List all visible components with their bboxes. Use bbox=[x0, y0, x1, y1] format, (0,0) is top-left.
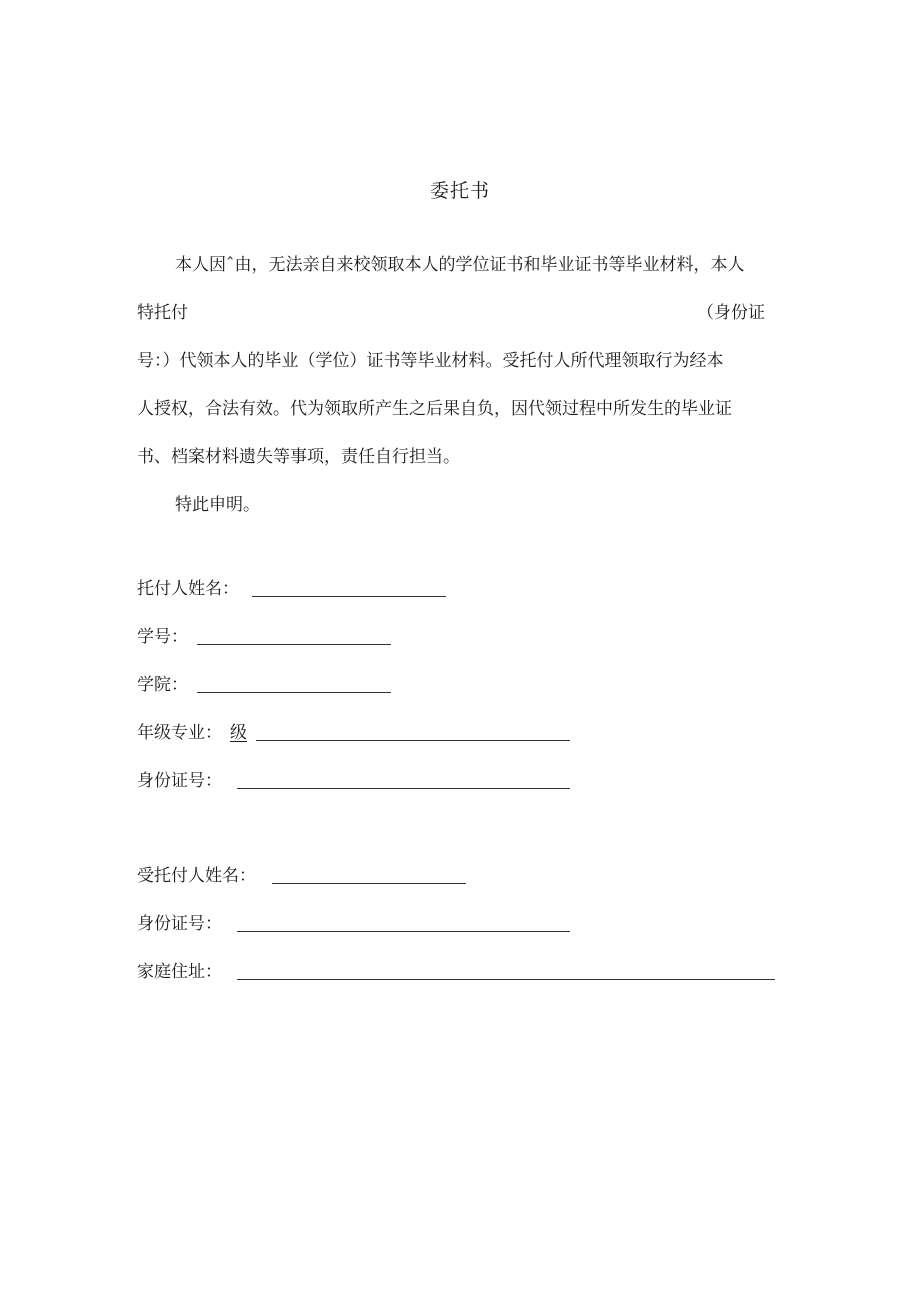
college-blank[interactable] bbox=[197, 692, 391, 693]
agent-id-number-blank[interactable] bbox=[237, 931, 570, 932]
document-title: 委托书 bbox=[429, 180, 490, 202]
agent-id-number-label: 身份证号： bbox=[137, 914, 222, 934]
body-line-2-left: 特托付 bbox=[137, 303, 188, 323]
agent-name-blank[interactable] bbox=[272, 883, 466, 884]
grade-major-label: 年级专业： bbox=[137, 723, 222, 743]
body-line-2-right: （身份证 bbox=[697, 303, 765, 323]
body-line-3: 号：）代领本人的毕业（学位）证书等毕业材料。受托付人所代理领取行为经本 bbox=[137, 351, 724, 371]
body-line-4: 人授权，合法有效。代为领取所产生之后果自负，因代领过程中所发生的毕业证 bbox=[137, 399, 732, 419]
agent-name-label: 受托付人姓名： bbox=[137, 866, 256, 886]
body-line-5: 书、档案材料遗失等事项，责任自行担当。 bbox=[137, 447, 460, 467]
declaration-text: 特此申明。 bbox=[175, 495, 260, 515]
principal-name-blank[interactable] bbox=[252, 596, 446, 597]
home-address-label: 家庭住址： bbox=[137, 962, 222, 982]
principal-id-number-blank[interactable] bbox=[237, 788, 570, 789]
principal-name-label: 托付人姓名： bbox=[137, 579, 239, 599]
body-line-1: 本人因ˆ由，无法亲自来校领取本人的学位证书和毕业证书等毕业材料，本人 bbox=[175, 255, 745, 275]
principal-id-number-label: 身份证号： bbox=[137, 771, 222, 791]
home-address-blank[interactable] bbox=[237, 979, 775, 980]
student-id-blank[interactable] bbox=[197, 644, 391, 645]
student-id-label: 学号： bbox=[137, 627, 188, 647]
college-label: 学院： bbox=[137, 675, 188, 695]
grade-major-blank[interactable] bbox=[256, 740, 570, 741]
grade-suffix: 级 bbox=[230, 723, 247, 743]
